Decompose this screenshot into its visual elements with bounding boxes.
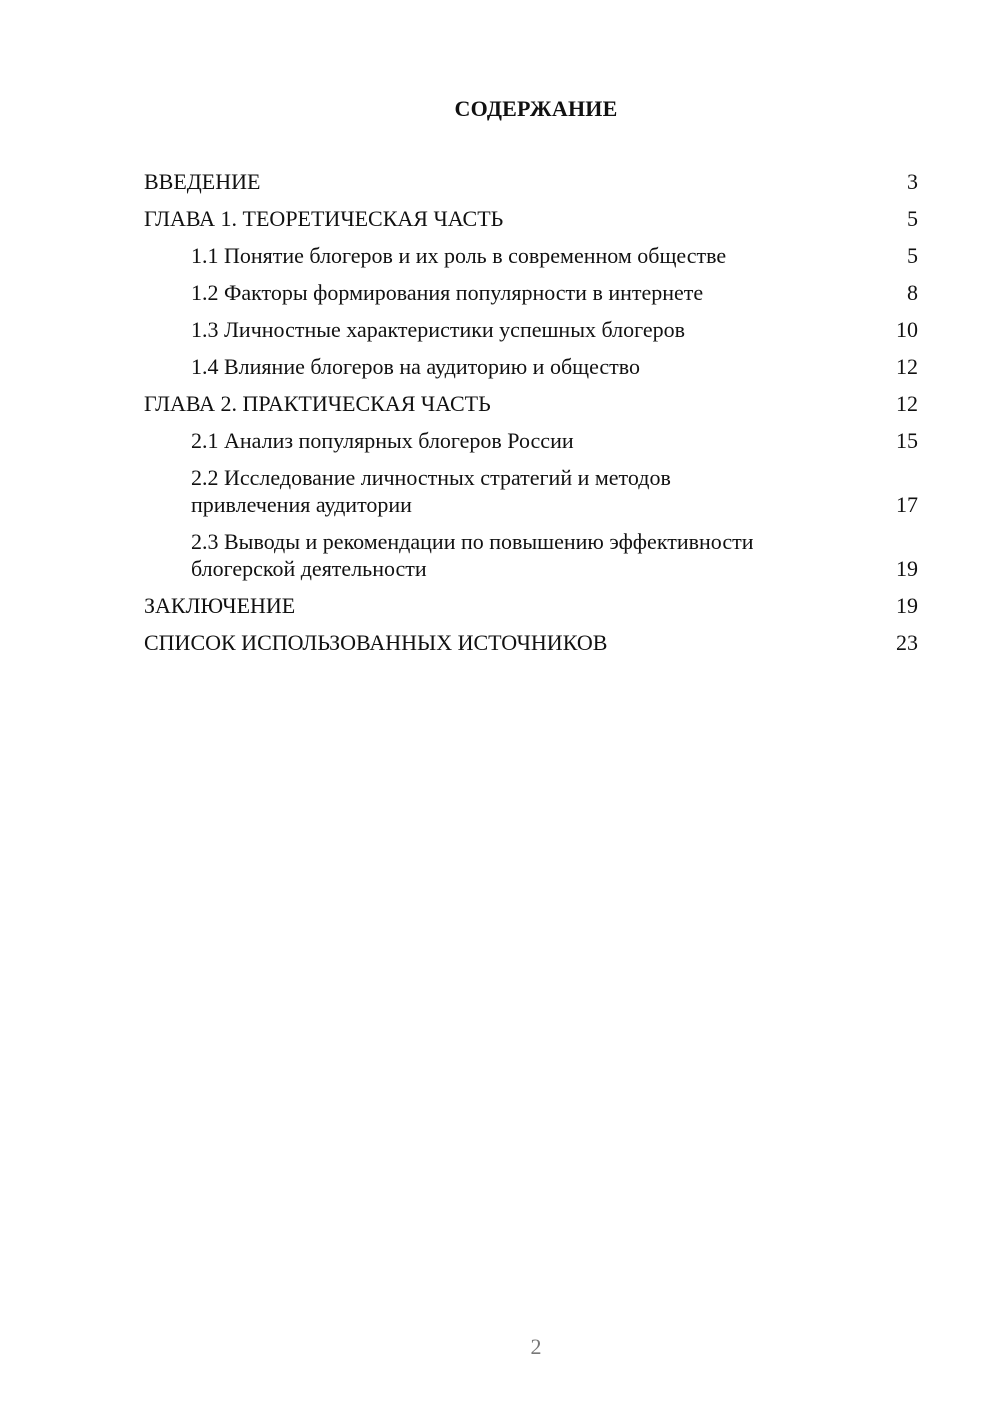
toc-entry-page: 3 <box>907 169 918 194</box>
toc-entry-page: 19 <box>896 593 918 618</box>
toc-entry-references[interactable] <box>144 629 918 656</box>
toc-entry-page: 12 <box>896 391 918 416</box>
toc-entry-introduction[interactable] <box>144 168 918 195</box>
toc-entry-label: 1.2 Факторы формирования популярности в интернете <box>191 280 704 305</box>
toc-entry-label: 2.3 Выводы и рекомендации по повышению эффективности блогерской деятельности <box>191 529 754 581</box>
toc-entry-page: 5 <box>907 206 918 231</box>
toc-entry-page: 15 <box>896 428 918 453</box>
toc-entry-page: 19 <box>896 556 918 581</box>
toc-entry-chapter-1[interactable] <box>144 205 918 232</box>
table-of-contents <box>144 168 918 666</box>
toc-entry-label: ГЛАВА 2. ПРАКТИЧЕСКАЯ ЧАСТЬ <box>144 391 491 416</box>
toc-entry-label: 2.1 Анализ популярных блогеров России <box>191 428 574 453</box>
toc-entry-section-2-1[interactable] <box>144 427 918 454</box>
toc-entry-label: ВВЕДЕНИЕ <box>144 169 261 194</box>
toc-entry-chapter-2[interactable] <box>144 390 918 417</box>
toc-entry-page: 8 <box>907 280 918 305</box>
toc-entry-page: 10 <box>896 317 918 342</box>
toc-entry-section-1-4[interactable] <box>144 353 918 380</box>
toc-entry-page: 12 <box>896 354 918 379</box>
toc-entry-section-1-2[interactable] <box>144 279 918 306</box>
toc-entry-label: 1.1 Понятие блогеров и их роль в современном обществе <box>191 243 727 268</box>
toc-title: СОДЕРЖАНИЕ <box>454 96 618 121</box>
toc-entry-page: 17 <box>896 492 918 517</box>
toc-entry-label: ГЛАВА 1. ТЕОРЕТИЧЕСКАЯ ЧАСТЬ <box>144 206 504 231</box>
toc-entry-section-2-3[interactable] <box>144 528 918 582</box>
toc-entry-label: 1.4 Влияние блогеров на аудиторию и общество <box>191 354 641 379</box>
toc-entry-conclusion[interactable] <box>144 592 918 619</box>
toc-entry-section-2-2[interactable] <box>144 464 918 518</box>
toc-entry-section-1-1[interactable] <box>144 242 918 269</box>
toc-entry-label: 2.2 Исследование личностных стратегий и методов привлечения аудитории <box>191 465 671 517</box>
toc-entry-section-1-3[interactable] <box>144 316 918 343</box>
toc-entry-page: 5 <box>907 243 918 268</box>
toc-entry-page: 23 <box>896 630 918 655</box>
page-number: 2 <box>530 1334 542 1359</box>
toc-entry-label: СПИСОК ИСПОЛЬЗОВАННЫХ ИСТОЧНИКОВ <box>144 630 608 655</box>
toc-entry-label: ЗАКЛЮЧЕНИЕ <box>144 593 296 618</box>
toc-entry-label: 1.3 Личностные характеристики успешных блогеров <box>191 317 685 342</box>
